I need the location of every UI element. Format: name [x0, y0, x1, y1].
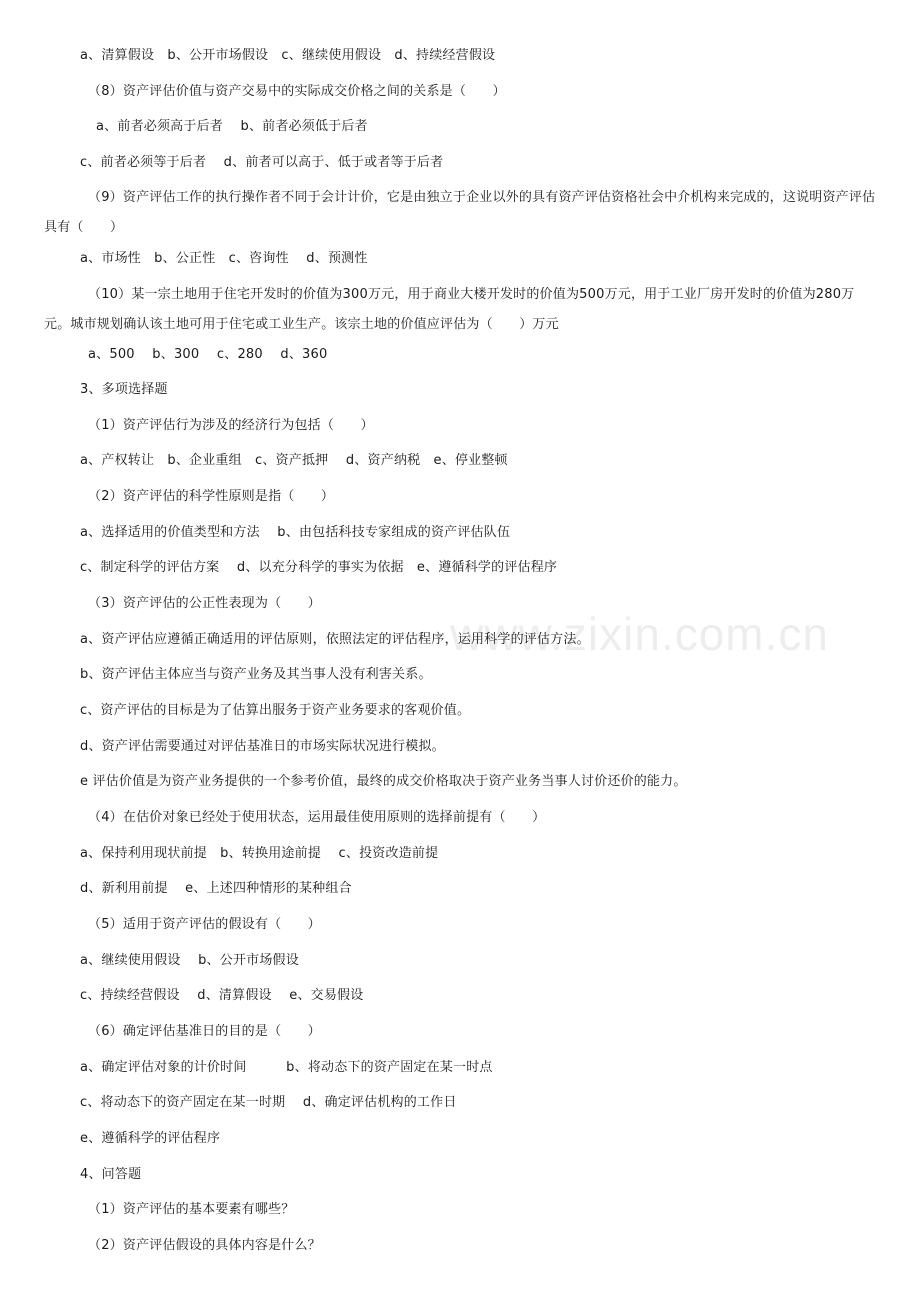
question-8-stem: （8）资产评估价值与资产交易中的实际成交价格之间的关系是（ ） — [88, 84, 506, 99]
mc-question-4-options-abc: a、保持利用现状前提 b、转换用途前提 c、投资改造前提 — [80, 846, 439, 861]
mc-question-4-options-de: d、新利用前提 e、上述四种情形的某种组合 — [80, 881, 352, 896]
qa-question-1: （1）资产评估的基本要素有哪些？ — [88, 1202, 295, 1217]
mc-question-4-stem: （4）在估价对象已经处于使用状态，运用最佳使用原则的选择前提有（ ） — [88, 810, 546, 825]
question-8-options-ab: a、前者必须高于后者 b、前者必须低于后者 — [96, 119, 368, 134]
qa-question-2: （2）资产评估假设的具体内容是什么？ — [88, 1238, 321, 1253]
mc-question-2-options-ab: a、选择适用的价值类型和方法 b、由包括科技专家组成的资产评估队伍 — [80, 525, 511, 540]
question-7-options: a、清算假设 b、公开市场假设 c、继续使用假设 d、持续经营假设 — [80, 48, 496, 63]
section-4-heading: 4、问答题 — [80, 1167, 142, 1182]
mc-question-3-option-a: a、资产评估应遵循正确适用的评估原则，依照法定的评估程序，运用科学的评估方法。 — [80, 632, 590, 647]
question-9-options: a、市场性 b、公正性 c、咨询性 d、预测性 — [80, 251, 368, 266]
mc-question-3-option-e: e 评估价值是为资产业务提供的一个参考价值，最终的成交价格取决于资产业务当事人讨价还价的能力。 — [80, 774, 687, 789]
mc-question-1-options: a、产权转让 b、企业重组 c、资产抵押 d、资产纳税 e、停业整顿 — [80, 453, 508, 468]
question-10-options: a、500 b、300 c、280 d、360 — [88, 347, 328, 362]
mc-question-6-option-e: e、遵循科学的评估程序 — [80, 1131, 221, 1146]
mc-question-1-stem: （1）资产评估行为涉及的经济行为包括（ ） — [88, 418, 374, 433]
mc-question-3-option-b: b、资产评估主体应当与资产业务及其当事人没有利害关系。 — [80, 667, 432, 682]
mc-question-6-options-cd: c、将动态下的资产固定在某一时期 d、确定评估机构的工作日 — [80, 1095, 457, 1110]
mc-question-5-stem: （5）适用于资产评估的假设有（ ） — [88, 917, 321, 932]
mc-question-2-options-cde: c、制定科学的评估方案 d、以充分科学的事实为依据 e、遵循科学的评估程序 — [80, 560, 558, 575]
mc-question-6-stem: （6）确定评估基准日的目的是（ ） — [88, 1024, 321, 1039]
section-3-heading: 3、多项选择题 — [80, 382, 168, 397]
question-9-stem: （9）资产评估工作的执行操作者不同于会计计价，它是由独立于企业以外的具有资产评估资格社会中介机构来完成的，这说明资产评估具有（ ） — [44, 190, 876, 235]
mc-question-5-options-ab: a、继续使用假设 b、公开市场假设 — [80, 953, 299, 968]
question-10-stem: （10）某一宗土地用于住宅开发时的价值为300万元，用于商业大楼开发时的价值为500万元，用于工业厂房开发时的价值为280万元。城市规划确认该土地可用于住宅或工业生产。该宗土地的价值应评估为（ ）万元 — [44, 287, 855, 332]
mc-question-5-options-cde: c、持续经营假设 d、清算假设 e、交易假设 — [80, 988, 364, 1003]
mc-question-3-option-c: c、资产评估的目标是为了估算出服务于资产业务要求的客观价值。 — [80, 703, 471, 718]
mc-question-3-option-d: d、资产评估需要通过对评估基准日的市场实际状况进行模拟。 — [80, 739, 445, 754]
mc-question-2-stem: （2）资产评估的科学性原则是指（ ） — [88, 489, 335, 504]
mc-question-3-stem: （3）资产评估的公正性表现为（ ） — [88, 596, 321, 611]
watermark-text: www.zixin.com.cn — [450, 608, 829, 660]
question-8-options-cd: c、前者必须等于后者 d、前者可以高于、低于或者等于后者 — [80, 155, 444, 170]
mc-question-6-options-ab: a、确定评估对象的计价时间 b、将动态下的资产固定在某一时点 — [80, 1060, 493, 1075]
